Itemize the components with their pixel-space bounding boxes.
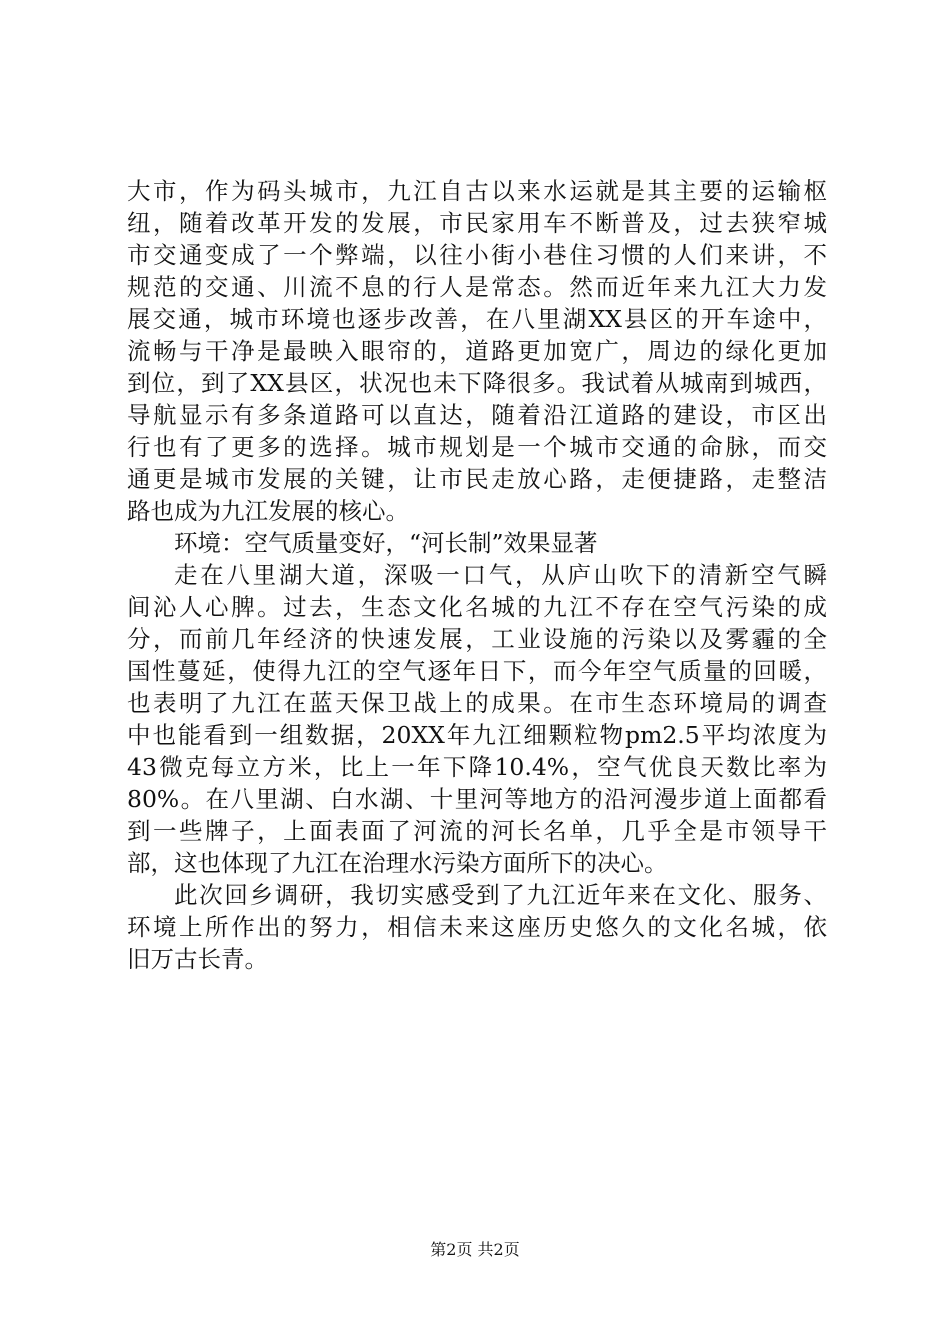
text-line: 43微克每立方米，比上一年下降10.4%，空气优良天数比率为 <box>127 753 827 781</box>
text-line: 中也能看到一组数据，20XX年九江细颗粒物pm2.5平均浓度为 <box>127 721 827 749</box>
paragraph-transport <box>127 175 827 527</box>
text-line: 到位，到了XX县区，状况也未下降很多。我试着从城南到城西， <box>127 369 827 397</box>
text-line: 旧万古长青。 <box>127 945 268 973</box>
text-line: 间沁人心脾。过去，生态文化名城的九江不存在空气污染的成 <box>127 593 827 621</box>
text-line: 走在八里湖大道，深吸一口气，从庐山吹下的清新空气瞬 <box>174 561 827 589</box>
text-line: 部，这也体现了九江在治理水污染方面所下的决心。 <box>127 849 668 877</box>
text-line: 行也有了更多的选择。城市规划是一个城市交通的命脉，而交 <box>127 433 827 461</box>
section-heading: 环境：空气质量变好，“河长制”效果显著 <box>174 529 598 557</box>
page-footer: 第2页 共2页 <box>430 1240 520 1259</box>
text-line: 国性蔓延，使得九江的空气逐年日下，而今年空气质量的回暖， <box>127 657 827 685</box>
text-line: 分，而前几年经济的快速发展，工业设施的污染以及雾霾的全 <box>127 625 827 653</box>
paragraph-conclusion <box>127 879 827 975</box>
text-line: 也表明了九江在蓝天保卫战上的成果。在市生态环境局的调查 <box>127 689 827 717</box>
text-line: 通更是城市发展的关键，让市民走放心路，走便捷路，走整洁 <box>127 465 827 493</box>
text-line: 80%。在八里湖、白水湖、十里河等地方的沿河漫步道上面都看 <box>127 785 827 813</box>
text-line: 此次回乡调研，我切实感受到了九江近年来在文化、服务、 <box>174 881 827 909</box>
text-line: 环境上所作出的努力，相信未来这座历史悠久的文化名城，依 <box>127 913 827 941</box>
text-line: 大市，作为码头城市，九江自古以来水运就是其主要的运输枢 <box>127 177 827 205</box>
text-line: 纽，随着改革开发的发展，市民家用车不断普及，过去狭窄城 <box>127 209 827 237</box>
text-line: 流畅与干净是最映入眼帘的，道路更加宽广，周边的绿化更加 <box>127 337 827 365</box>
text-line: 路也成为九江发展的核心。 <box>127 497 409 525</box>
paragraph-environment <box>127 559 827 879</box>
document-body <box>127 175 827 975</box>
text-line: 市交通变成了一个弊端，以往小街小巷住习惯的人们来讲，不 <box>127 241 827 269</box>
text-line: 展交通，城市环境也逐步改善，在八里湖XX县区的开车途中， <box>127 305 827 333</box>
text-line: 规范的交通、川流不息的行人是常态。然而近年来九江大力发 <box>127 273 827 301</box>
text-line: 导航显示有多条道路可以直达，随着沿江道路的建设，市区出 <box>127 401 827 429</box>
text-line: 到一些牌子，上面表面了河流的河长名单，几乎全是市领导干 <box>127 817 827 845</box>
